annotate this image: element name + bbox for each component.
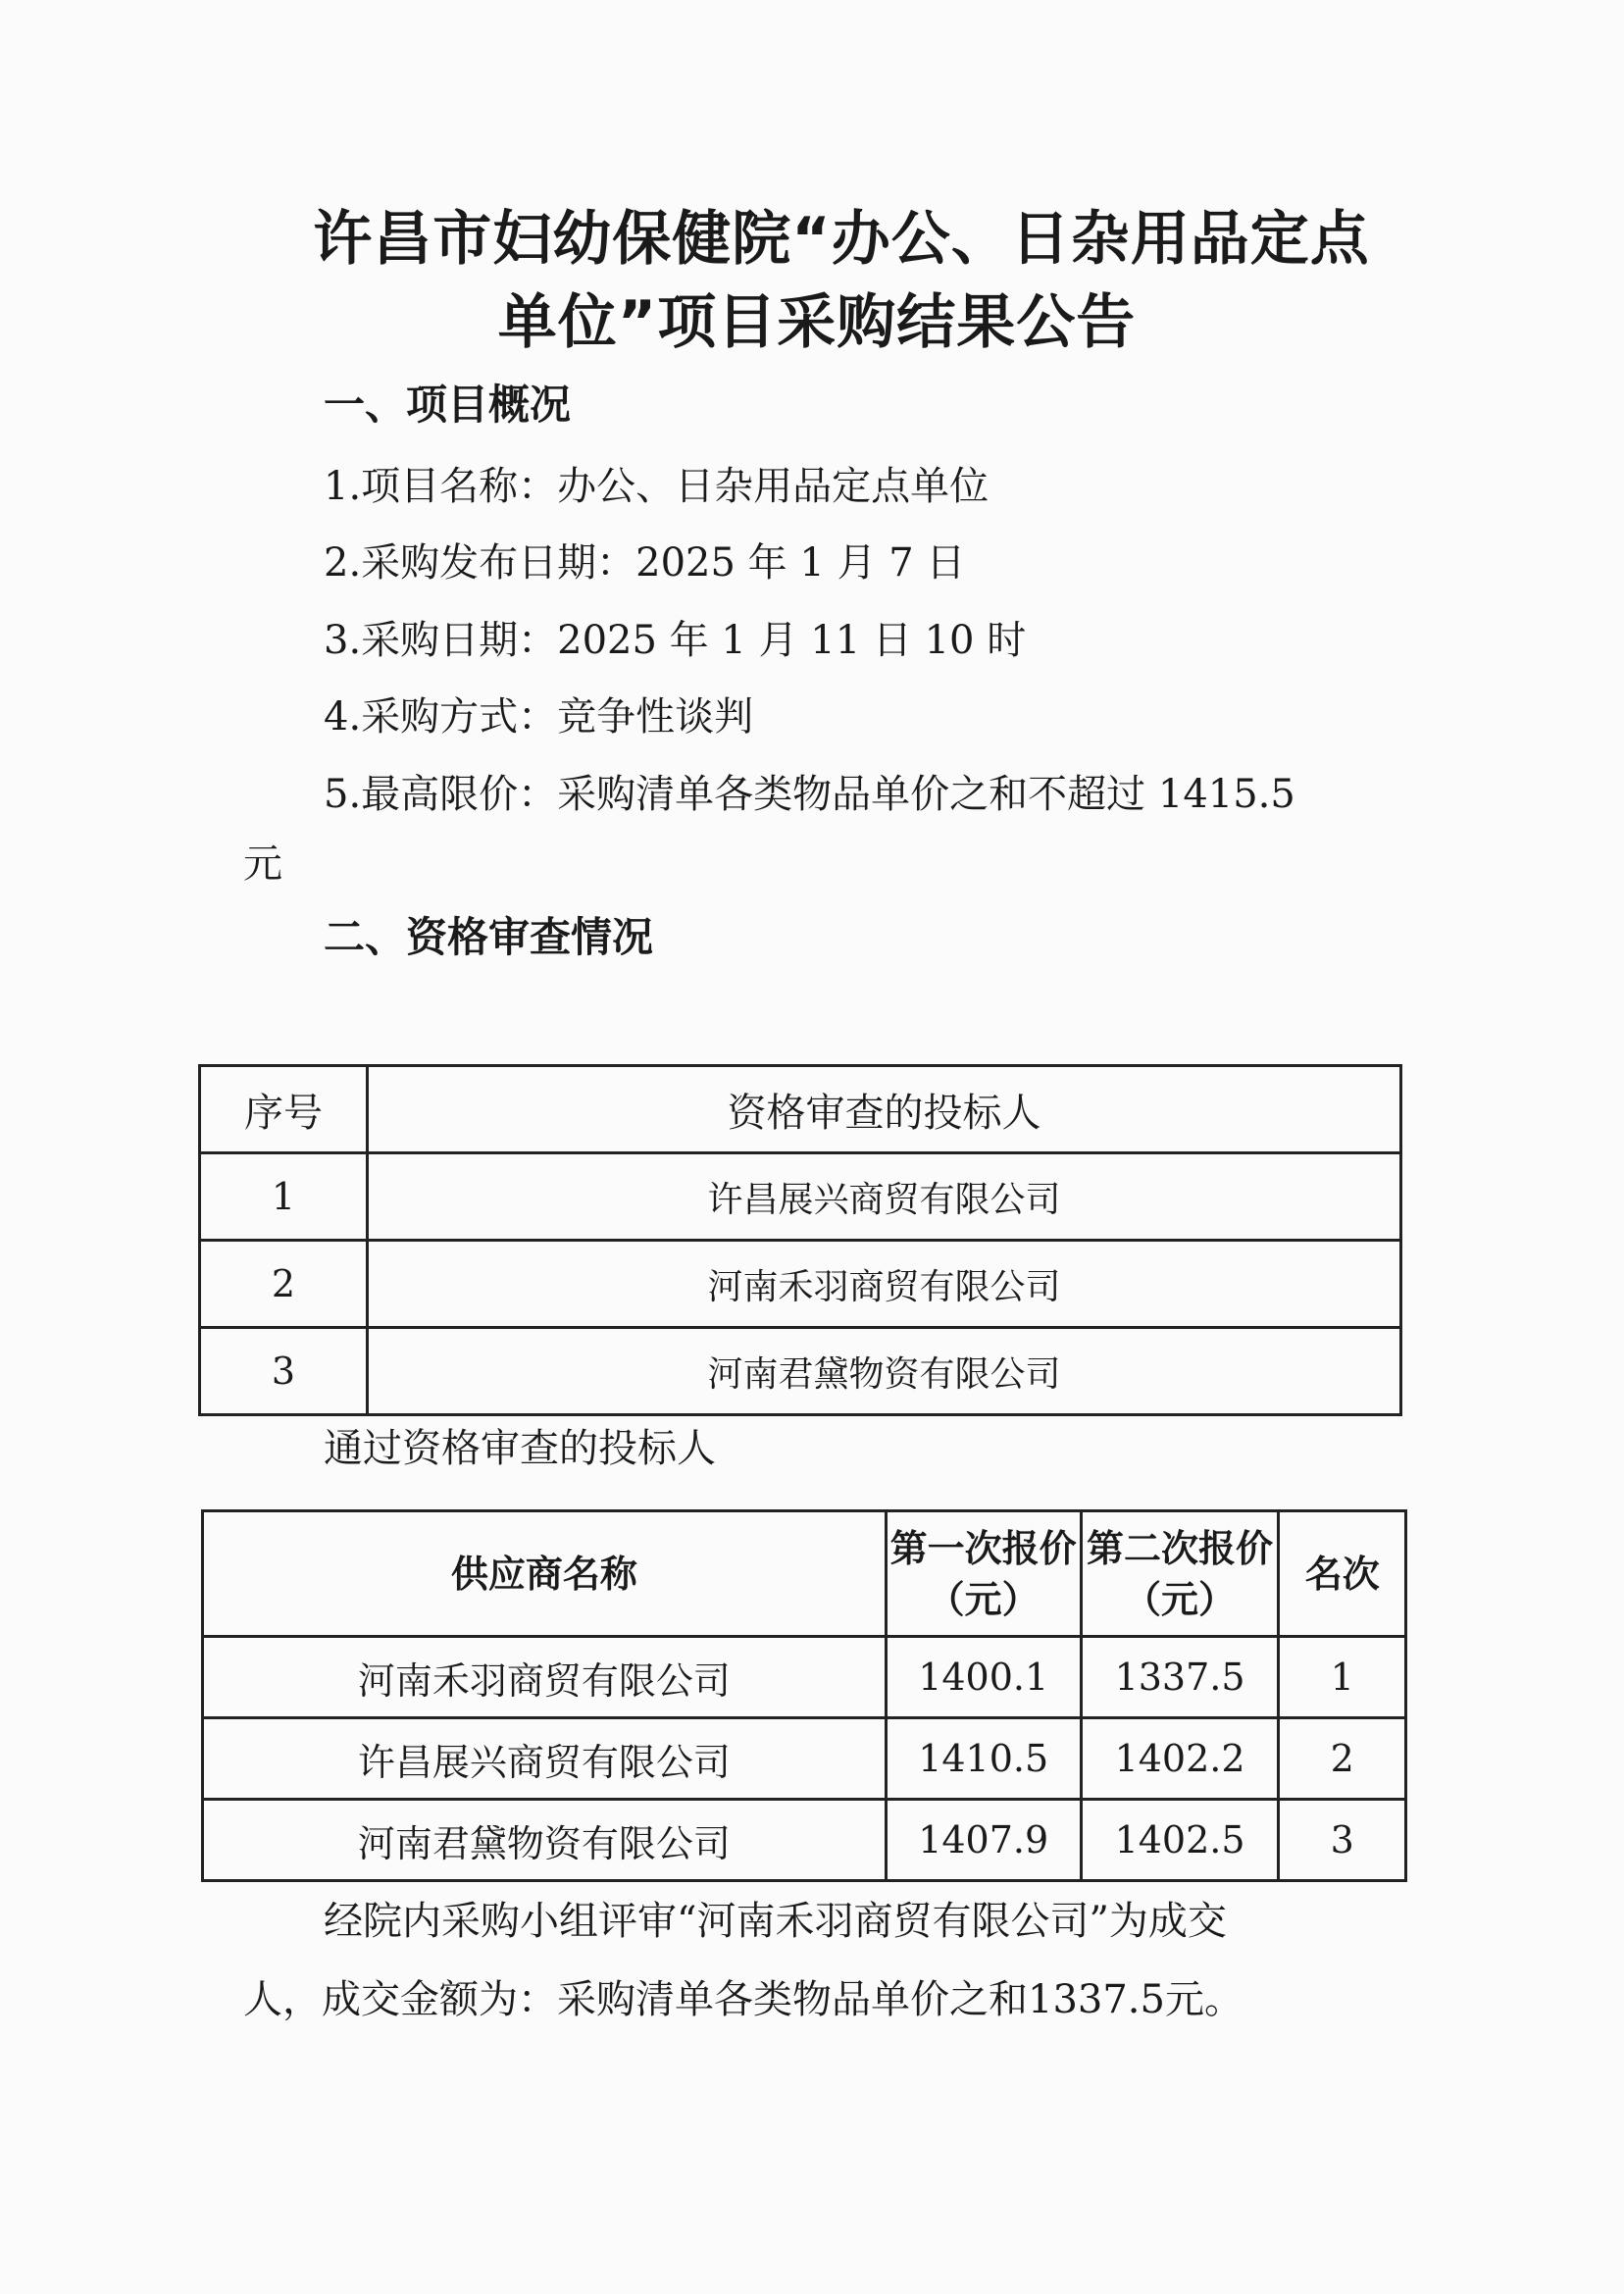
procurement-date-line: 3.采购日期：2025 年 1 月 11 日 10 时	[324, 618, 1027, 663]
supplier-name-cell: 许昌展兴商贸有限公司	[203, 1718, 887, 1800]
second-quote-cell: 1402.5	[1081, 1800, 1279, 1881]
first-quote-cell: 1410.5	[886, 1718, 1081, 1800]
conclusion-line-1: 经院内采购小组评审“河南禾羽商贸有限公司”为成交	[324, 1899, 1227, 1944]
table-row	[200, 1241, 1401, 1328]
qualification-table-header	[200, 1066, 1401, 1153]
conclusion-line-2: 人，成交金额为：采购清单各类物品单价之和1337.5元。	[243, 1977, 1243, 2022]
header-first-quote: 第一次报价（元）	[886, 1511, 1081, 1637]
serial-number-cell: 2	[200, 1241, 368, 1328]
header-rank: 名次	[1279, 1511, 1406, 1637]
second-quote-cell: 1337.5	[1081, 1637, 1279, 1718]
supplier-name-cell: 河南禾羽商贸有限公司	[203, 1637, 887, 1718]
procurement-method-line: 4.采购方式：竞争性谈判	[324, 694, 754, 739]
rank-cell: 2	[1279, 1718, 1406, 1800]
rank-cell: 1	[1279, 1637, 1406, 1718]
header-second-quote: 第二次报价（元）	[1081, 1511, 1279, 1637]
supplier-name-cell: 河南君黛物资有限公司	[203, 1800, 887, 1881]
table-row	[203, 1637, 1406, 1718]
section-2-heading: 二、资格审查情况	[324, 913, 654, 961]
rank-cell: 3	[1279, 1800, 1406, 1881]
first-quote-cell: 1407.9	[886, 1800, 1081, 1881]
table-row	[200, 1328, 1401, 1415]
document-title-line-2: 单位”项目采购结果公告	[497, 288, 1137, 357]
price-limit-continuation: 元	[243, 841, 282, 887]
bidder-name-cell: 河南禾羽商贸有限公司	[368, 1241, 1401, 1328]
table-row	[200, 1153, 1401, 1241]
header-supplier-name: 供应商名称	[203, 1511, 887, 1637]
bidder-name-cell: 许昌展兴商贸有限公司	[368, 1153, 1401, 1241]
publish-date-line: 2.采购发布日期：2025 年 1 月 7 日	[324, 540, 966, 586]
price-limit-line: 5.最高限价：采购清单各类物品单价之和不超过 1415.5	[324, 772, 1295, 817]
serial-number-cell: 1	[200, 1153, 368, 1241]
project-name-line: 1.项目名称：办公、日杂用品定点单位	[324, 464, 990, 509]
document-title-line-1: 许昌市妇幼保健院“办公、日杂用品定点	[313, 205, 1370, 274]
quote-table-header	[203, 1511, 1406, 1637]
header-serial-number: 序号	[200, 1066, 368, 1153]
first-quote-cell: 1400.1	[886, 1637, 1081, 1718]
quote-table	[201, 1509, 1407, 1882]
bidder-name-cell: 河南君黛物资有限公司	[368, 1328, 1401, 1415]
passed-bidders-note: 通过资格审查的投标人	[324, 1426, 716, 1471]
second-quote-cell: 1402.2	[1081, 1718, 1279, 1800]
header-qualified-bidder: 资格审查的投标人	[368, 1066, 1401, 1153]
table-row	[203, 1718, 1406, 1800]
serial-number-cell: 3	[200, 1328, 368, 1415]
qualification-table	[198, 1064, 1402, 1416]
section-1-heading: 一、项目概况	[324, 381, 572, 429]
table-row	[203, 1800, 1406, 1881]
